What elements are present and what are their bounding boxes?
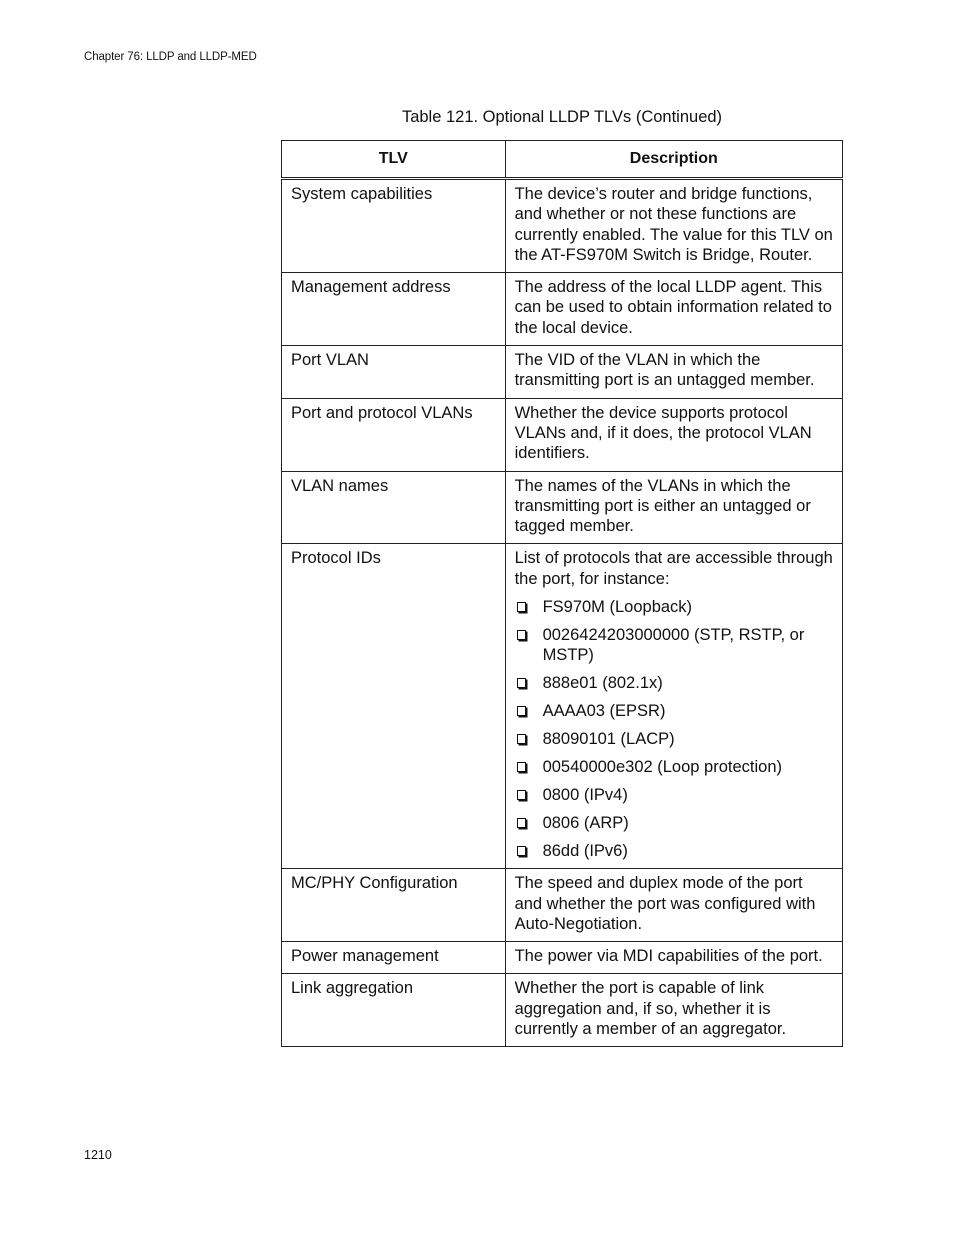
tlv-table [281, 140, 843, 1047]
page-number: 1210 [84, 1148, 112, 1162]
list-item [515, 813, 834, 833]
tlv-cell: Port and protocol VLANs [282, 398, 506, 471]
running-header: Chapter 76: LLDP and LLDP-MED [84, 51, 257, 63]
checkbox-bullet-icon [517, 678, 526, 688]
list-item-text: AAAA03 (EPSR) [542, 701, 666, 720]
protocol-list [515, 597, 834, 861]
list-item [515, 701, 834, 721]
table-row [282, 544, 843, 869]
description-cell: The VID of the VLAN in which the transmitting port is an untagged member. [505, 346, 842, 399]
description-cell: The address of the local LLDP agent. This can be used to obtain information related to the local device. [505, 273, 842, 346]
table-row [282, 346, 843, 399]
list-item [515, 673, 834, 693]
description-cell: Whether the port is capable of link aggregation and, if so, whether it is currently a member of an aggregator. [505, 974, 842, 1047]
column-header-tlv: TLV [282, 141, 506, 179]
tlv-cell: Link aggregation [282, 974, 506, 1047]
table-header-row [282, 141, 843, 179]
table-row [282, 942, 843, 974]
tlv-cell: System capabilities [282, 179, 506, 273]
table-row [282, 398, 843, 471]
list-item [515, 841, 834, 861]
description-cell: The speed and duplex mode of the port and whether the port was configured with Auto-Negotiation. [505, 869, 842, 942]
list-item [515, 757, 834, 777]
tlv-cell: Protocol IDs [282, 544, 506, 869]
list-item [515, 729, 834, 749]
table-caption: Table 121. Optional LLDP TLVs (Continued) [401, 108, 723, 126]
tlv-cell: Management address [282, 273, 506, 346]
list-item [515, 597, 834, 617]
list-item-text: 86dd (IPv6) [542, 841, 628, 860]
checkbox-bullet-icon [517, 846, 526, 856]
column-header-description: Description [505, 141, 842, 179]
list-item-text: 0026424203000000 (STP, RSTP, or MSTP) [542, 625, 805, 665]
checkbox-bullet-icon [517, 818, 526, 828]
description-cell [505, 544, 842, 869]
checkbox-bullet-icon [517, 790, 526, 800]
description-cell: Whether the device supports protocol VLANs and, if it does, the protocol VLAN identifiers. [505, 398, 842, 471]
checkbox-bullet-icon [517, 762, 526, 772]
tlv-cell: Port VLAN [282, 346, 506, 399]
table-row [282, 869, 843, 942]
list-item-text: 888e01 (802.1x) [542, 674, 663, 692]
description-cell: The device’s router and bridge functions, and whether or not these functions are currently enabled. The value for this TLV on the AT-FS970M Switch is Bridge, Router. [505, 179, 842, 273]
list-item-text: 0806 (ARP) [542, 813, 629, 832]
table-row [282, 974, 843, 1047]
description-cell: The power via MDI capabilities of the port. [505, 942, 842, 974]
description-text: List of protocols that are accessible through the port, for instance: [514, 549, 833, 588]
checkbox-bullet-icon [517, 602, 526, 612]
tlv-cell: MC/PHY Configuration [282, 869, 506, 942]
checkbox-bullet-icon [517, 734, 526, 744]
tlv-cell: VLAN names [282, 471, 506, 544]
table-row [282, 273, 843, 346]
checkbox-bullet-icon [517, 630, 526, 640]
list-item-text: FS970M (Loopback) [542, 597, 693, 616]
checkbox-bullet-icon [517, 706, 526, 716]
table-row [282, 471, 843, 544]
list-item-text: 00540000e302 (Loop protection) [542, 757, 783, 776]
list-item-text: 88090101 (LACP) [542, 729, 675, 748]
description-cell: The names of the VLANs in which the transmitting port is either an untagged or tagged member. [505, 471, 842, 544]
list-item-text: 0800 (IPv4) [542, 785, 628, 804]
list-item [515, 625, 834, 666]
tlv-cell: Power management [282, 942, 506, 974]
table-row [282, 179, 843, 273]
list-item [515, 785, 834, 805]
